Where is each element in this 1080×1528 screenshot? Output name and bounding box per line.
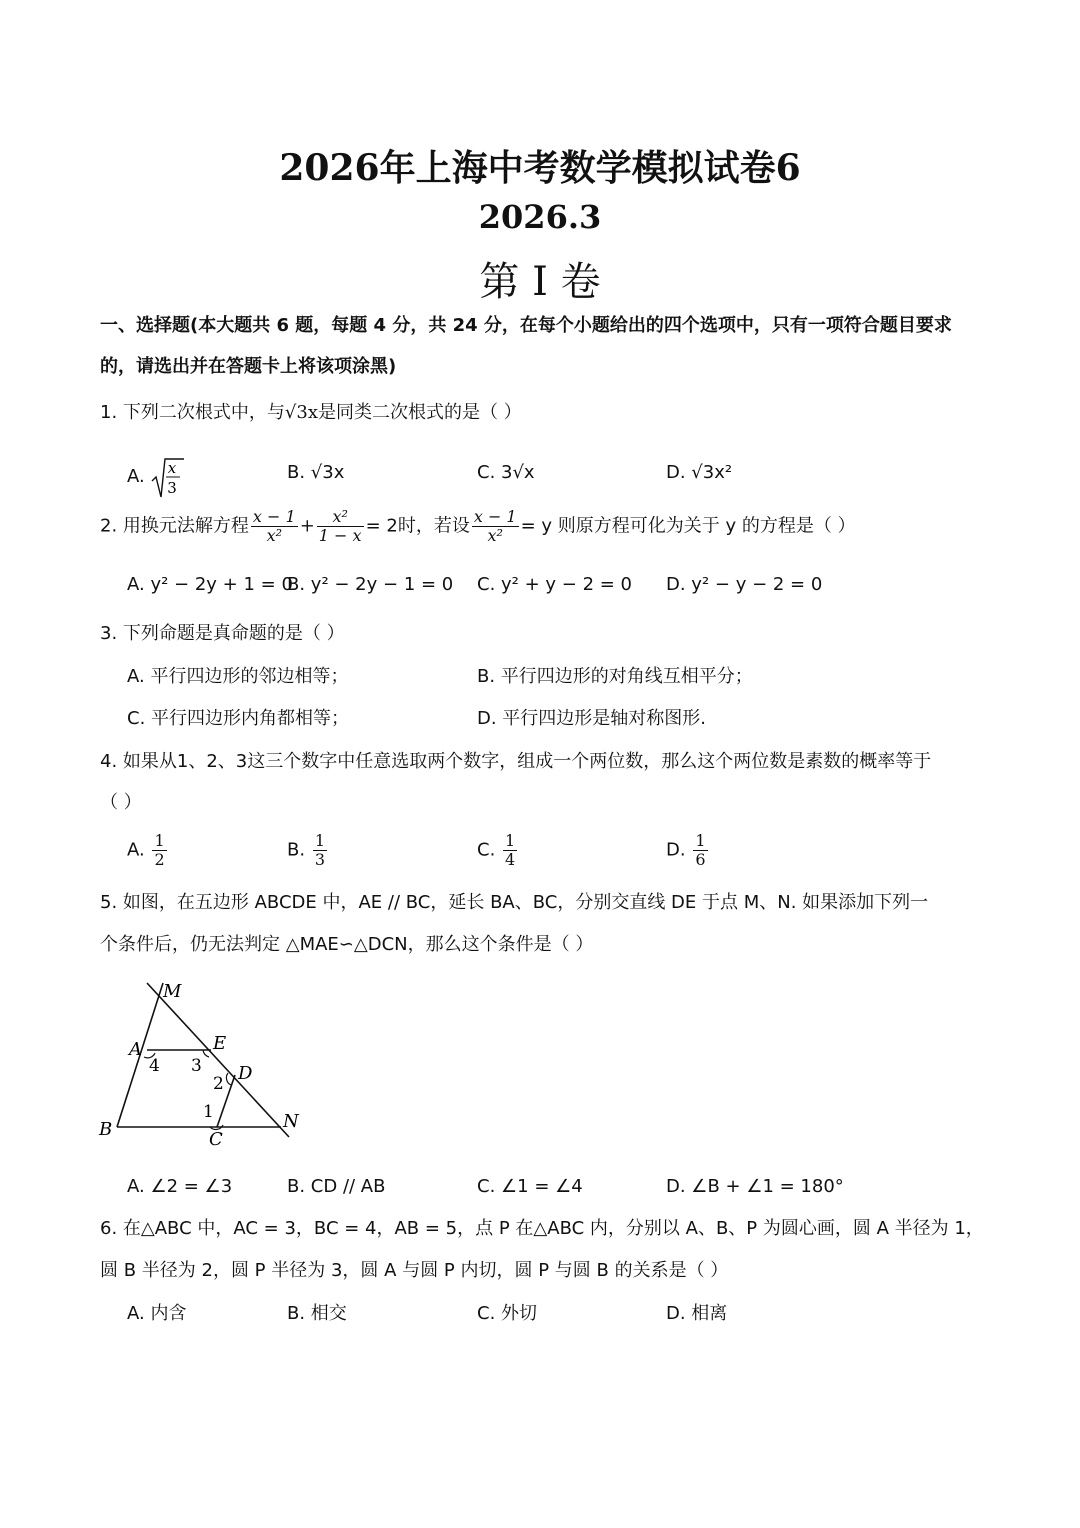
label-A: A — [129, 1039, 142, 1060]
q1-option-a: A. x 3 — [127, 455, 184, 499]
label-D: D — [238, 1063, 253, 1084]
label-angle-2: 2 — [213, 1074, 224, 1094]
svg-text:x: x — [168, 459, 177, 477]
question-5-line1: 5. 如图，在五边形 ABCDE 中，AE // BC，延长 BA、BC，分别交直线 DE 于点 M、N. 如果添加下列一 — [100, 892, 929, 913]
line-MN — [147, 983, 289, 1137]
q1-option-d: D. √3x² — [666, 462, 733, 483]
label-M: M — [163, 981, 182, 1002]
q2-option-d: D. y² − y − 2 = 0 — [666, 574, 823, 595]
q3-option-d: D. 平行四边形是轴对称图形. — [477, 708, 707, 729]
q6-option-b: B. 相交 — [287, 1303, 347, 1324]
section-heading-line2: 的，请选出并在答题卡上将该项涂黑) — [100, 356, 397, 377]
question-3-stem: 3. 下列命题是真命题的是（ ） — [100, 623, 345, 644]
svg-text:3: 3 — [167, 479, 178, 497]
label-angle-3: 3 — [191, 1056, 202, 1076]
q1-option-b: B. √3x — [287, 462, 345, 483]
volume-heading: 第 I 卷 — [479, 259, 601, 305]
label-E: E — [213, 1033, 227, 1054]
label-angle-1: 1 — [203, 1102, 214, 1122]
question-5-line2: 个条件后，仍无法判定 △MAE∽△DCN，那么这个条件是（ ） — [100, 934, 594, 955]
exam-date: 2026.3 — [478, 198, 602, 236]
q5-option-c: C. ∠1 = ∠4 — [477, 1176, 583, 1197]
exam-title: 2026年上海中考数学模拟试卷6 — [279, 147, 801, 189]
label-B: B — [99, 1119, 113, 1140]
label-angle-4: 4 — [149, 1056, 160, 1076]
q5-option-d: D. ∠B + ∠1 = 180° — [666, 1176, 844, 1197]
q4-option-b: B. $\frac{1}{3}$ — [287, 831, 325, 869]
question-1-stem: 1. 下列二次根式中，与√3x是同类二次根式的是（ ） — [100, 402, 522, 423]
q4-option-a: A. $\frac{1}{2}$ — [127, 831, 165, 869]
question-6-line1: 6. 在△ABC 中，AC = 3，BC = 4，AB = 5，点 P 在△ABC 内，分别以 A、B、P 为圆心画，圆 A 半径为 1， — [100, 1218, 984, 1239]
q5-option-b: B. CD // AB — [287, 1176, 386, 1197]
q4-option-d: D. $\frac{1}{6}$ — [666, 831, 706, 869]
label-N: N — [283, 1111, 299, 1132]
pentagon-figure — [95, 975, 310, 1150]
q2-option-a: A. y² − 2y + 1 = 0 — [127, 574, 293, 595]
q6-option-c: C. 外切 — [477, 1303, 538, 1324]
question-2-stem: 2. 用换元法解方程 $\frac{x - 1}{\text{x²}}$ + $\frac{\text{x²}}{1 - x}$ = 2时，若设 $\frac{x - 1}{\text{x²}}$ = y 则原方程可化为关于 y 的方程是（ ） — [100, 507, 856, 545]
q5-option-a: A. ∠2 = ∠3 — [127, 1176, 233, 1197]
question-4-line1: 4. 如果从1、2、3这三个数字中任意选取两个数字，组成一个两位数，那么这个两位数是素数的概率等于 — [100, 751, 932, 772]
q6-option-a: A. 内含 — [127, 1303, 187, 1324]
angle-3-arc — [203, 1050, 209, 1057]
q3-option-a: A. 平行四边形的邻边相等； — [127, 666, 349, 687]
q3-option-c: C. 平行四边形内角都相等； — [127, 708, 350, 729]
question-6-line2: 圆 B 半径为 2，圆 P 半径为 3，圆 A 与圆 P 内切，圆 P 与圆 B 的关系是（ ） — [100, 1260, 729, 1281]
q3-option-b: B. 平行四边形的对角线互相平分； — [477, 666, 753, 687]
sqrt-x-over-3-icon — [150, 455, 184, 499]
q6-option-d: D. 相离 — [666, 1303, 728, 1324]
label-C: C — [209, 1129, 223, 1150]
q4-option-c: C. $\frac{1}{4}$ — [477, 831, 516, 869]
q2-option-b: B. y² − 2y − 1 = 0 — [287, 574, 454, 595]
angle-2-arc — [226, 1073, 231, 1085]
q2-option-c: C. y² + y − 2 = 0 — [477, 574, 633, 595]
question-4-line2: （ ） — [100, 792, 142, 813]
section-heading-line1: 一、选择题(本大题共 6 题，每题 4 分，共 24 分，在每个小题给出的四个选项中，只有一项符合题目要求 — [100, 315, 952, 336]
q1-option-c: C. 3√x — [477, 462, 535, 483]
